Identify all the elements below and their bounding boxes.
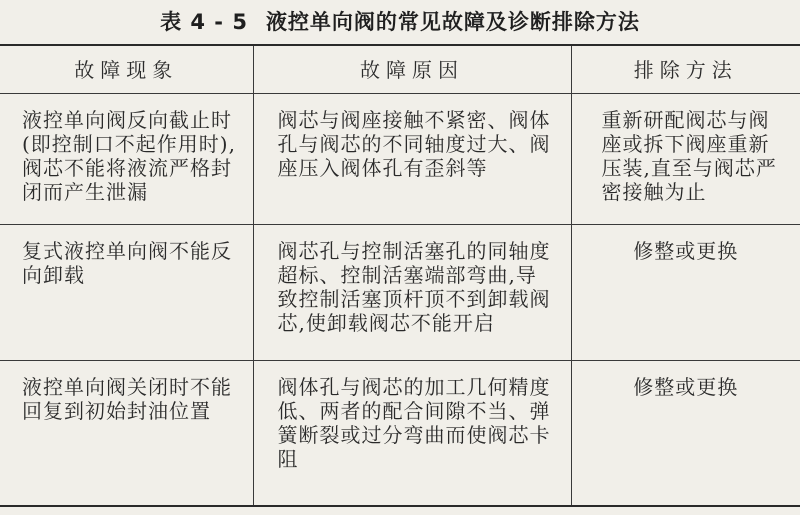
table-row: [0, 225, 800, 361]
cause-cell: 阀体孔与阀芯的加工几何精度低、两者的配合间隙不当、弹簧断裂或过分弯曲而使阀芯卡阻: [253, 361, 571, 507]
table-row: [0, 361, 800, 507]
cause-cell: 阀芯与阀座接触不紧密、阀体孔与阀芯的不同轴度过大、阀座压入阀体孔有歪斜等: [253, 94, 571, 225]
symptom-cell: 复式液控单向阀不能反向卸载: [0, 225, 253, 361]
header-symptom: 故障现象: [0, 45, 253, 94]
header-cause: 故障原因: [253, 45, 571, 94]
table-title: [0, 6, 800, 36]
remedy-cell: 修整或更换: [571, 361, 800, 507]
fault-table: [0, 44, 800, 507]
table-title-text: 液控单向阀的常见故障及诊断排除方法: [265, 10, 640, 34]
symptom-cell: 液控单向阀反向截止时(即控制口不起作用时),阀芯不能将液流严格封闭而产生泄漏: [0, 94, 253, 225]
header-remedy: 排除方法: [571, 45, 800, 94]
remedy-cell: 修整或更换: [571, 225, 800, 361]
remedy-cell: 重新研配阀芯与阀座或拆下阀座重新压装,直至与阀芯严密接触为止: [571, 94, 800, 225]
cause-cell: 阀芯孔与控制活塞孔的同轴度超标、控制活塞端部弯曲,导致控制活塞顶杆顶不到卸载阀芯,使卸载阀芯不能开启: [253, 225, 571, 361]
table-number: 表 4 - 5: [160, 10, 248, 34]
table-row: [0, 94, 800, 225]
symptom-cell: 液控单向阀关闭时不能回复到初始封油位置: [0, 361, 253, 507]
fault-table-container: [0, 44, 800, 507]
table-header-row: [0, 45, 800, 94]
